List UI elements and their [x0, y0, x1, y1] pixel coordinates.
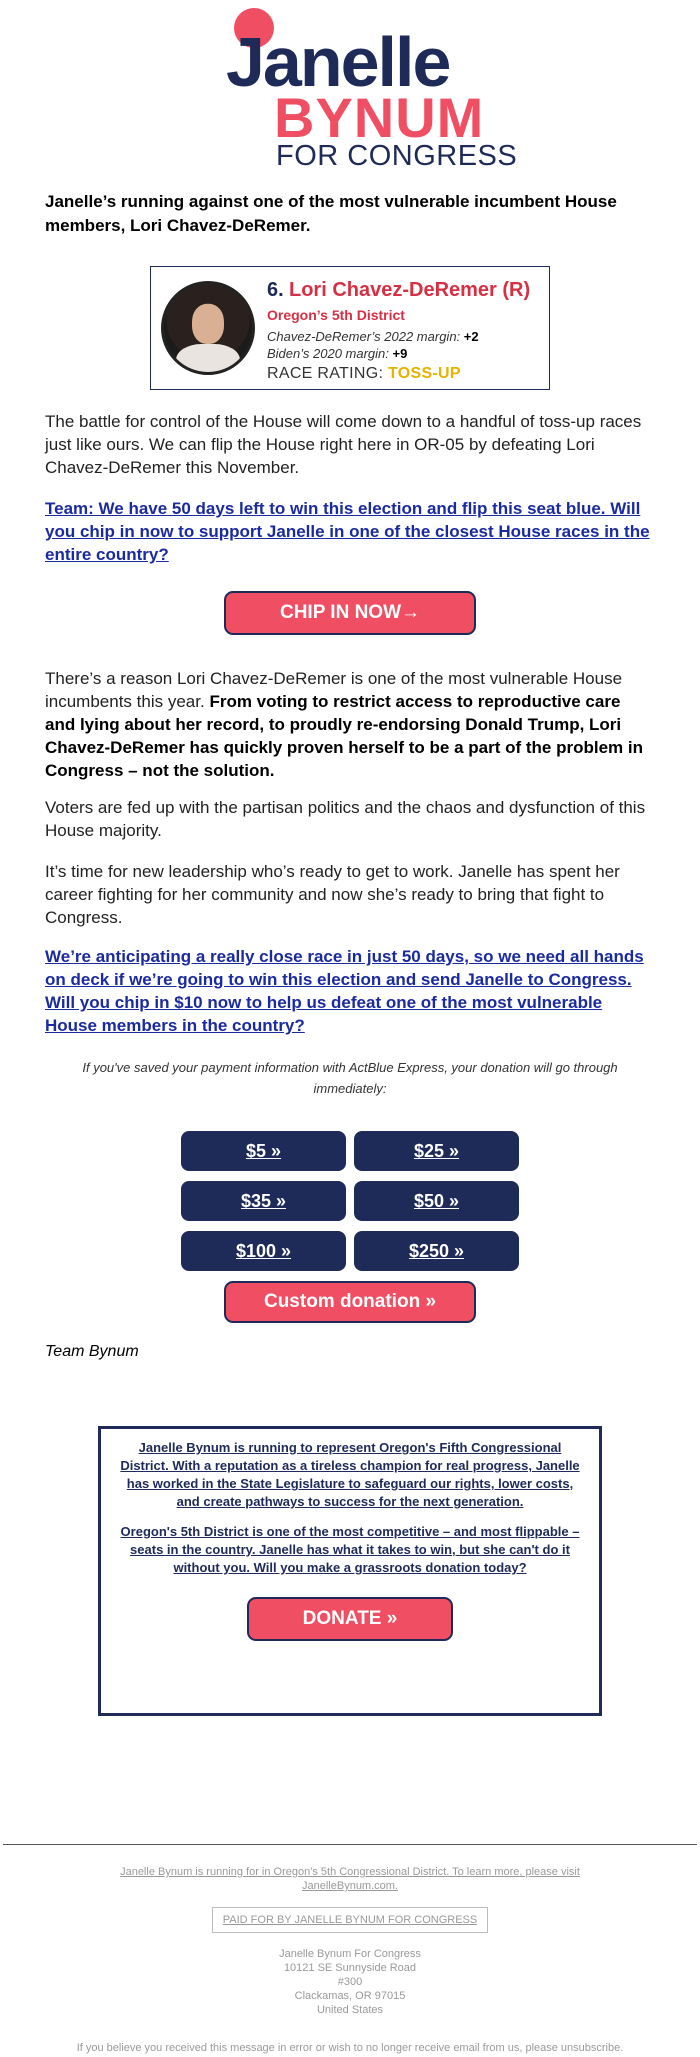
- chip-in-link-1[interactable]: Team: We have 50 days left to win this election and flip this seat blue. Will you chip in now to support Janelle in one of the closest House races in the entire country?: [45, 499, 650, 564]
- race-rank: 6.: [267, 279, 284, 301]
- mailing-address: [0, 1947, 700, 2017]
- footer-info-link[interactable]: Janelle Bynum is running for in Oregon's 5th Congressional District. To learn more, please visit JanelleBynum.com.: [120, 1866, 580, 1892]
- about-candidate-box: [98, 1426, 602, 1716]
- paragraph-battle: The battle for control of the House will come down to a handful of toss-up races just like ours. We can flip the House right here in OR-05 by defeating Lori Chavez-DeRemer this November.: [45, 412, 642, 477]
- paragraph-reason: There’s a reason Lori Chavez-DeRemer is one of the most vulnerable House incumbents this year. From voting to restrict access to reproductive care and lying about her record, to proudly re-endorsing Donald Trump, Lori Chavez-DeRemer has quickly proven herself to be a part of the problem in Congress – not the solution.: [45, 669, 643, 780]
- donate-100-button[interactable]: $100 »: [181, 1231, 346, 1271]
- about-paragraph-1[interactable]: Janelle Bynum is running to represent Oregon's Fifth Congressional District. With a reputation as a tireless champion for real progress, Janelle has worked in the State Legislature to safeguard our rights, lower costs, and create pathways to success for the next generation.: [120, 1440, 580, 1509]
- logo-tagline: FOR CONGRESS: [276, 140, 518, 172]
- custom-donation-button[interactable]: Custom donation »: [224, 1281, 476, 1323]
- paragraph-voters: Voters are fed up with the partisan politics and the chaos and dysfunction of this House majority.: [45, 798, 646, 840]
- race-card: [150, 266, 550, 390]
- signoff: Team Bynum: [45, 1343, 139, 1360]
- unsubscribe-notice[interactable]: If you believe you received this message in error or wish to no longer receive email from us, please unsubscribe.: [76, 2042, 624, 2054]
- intro-heading: Janelle’s running against one of the most vulnerable incumbent House members, Lori Chavez-DeRemer.: [45, 192, 617, 235]
- donate-35-button[interactable]: $35 »: [181, 1181, 346, 1221]
- paragraph-leadership: It’s time for new leadership who’s ready to get to work. Janelle has spent her career fighting for her community and now she’s ready to bring that fight to Congress.: [45, 862, 620, 927]
- address-line: Clackamas, OR 97015: [294, 1990, 406, 2002]
- paid-for-container: [0, 1907, 700, 1933]
- donate-5-button[interactable]: $5 »: [181, 1131, 346, 1171]
- donate-50-button[interactable]: $50 »: [354, 1181, 519, 1221]
- about-paragraph-2[interactable]: Oregon's 5th District is one of the most competitive – and most flippable – seats in the country. Janelle has what it takes to win, but she can't do it without you. Will you make a grassroots donation today?: [120, 1524, 580, 1575]
- address-line: Janelle Bynum For Congress: [279, 1948, 421, 1960]
- opponent-name: Lori Chavez-DeRemer (R): [289, 279, 531, 301]
- candidate-photo: [161, 281, 255, 375]
- footer-divider: [3, 1844, 697, 1845]
- race-district: Oregon’s 5th District: [267, 307, 405, 323]
- footer-info: [100, 1865, 600, 1893]
- donate-button[interactable]: DONATE »: [247, 1597, 453, 1641]
- donate-25-button[interactable]: $25 »: [354, 1131, 519, 1171]
- logo-last-name: BYNUM: [274, 86, 485, 149]
- paid-for-disclaimer: PAID FOR BY JANELLE BYNUM FOR CONGRESS: [212, 1907, 488, 1933]
- address-line: United States: [316, 2004, 384, 2016]
- donation-buttons: [181, 1131, 519, 1271]
- address-line: #300: [337, 1976, 363, 1988]
- logo-first-name: Janelle: [226, 23, 450, 101]
- actblue-express-note: If you've saved your payment information with ActBlue Express, your donation will go through immediately:: [82, 1060, 618, 1096]
- rating-value: TOSS-UP: [387, 365, 461, 382]
- chip-in-link-2[interactable]: We’re anticipating a really close race in just 50 days, so we need all hands on deck if we’re going to win this election and send Janelle to Congress. Will you chip in $10 now to help us defeat one of the most vulnerable House members in the country?: [45, 947, 644, 1035]
- margin-2022: Chavez-DeRemer’s 2022 margin: +2: [267, 329, 479, 344]
- campaign-logo: [0, 0, 700, 176]
- donate-250-button[interactable]: $250 »: [354, 1231, 519, 1271]
- race-rating: RACE RATING: TOSS-UP: [267, 365, 461, 382]
- address-line: 10121 SE Sunnyside Road: [283, 1962, 417, 1974]
- margin-2020: Biden’s 2020 margin: +9: [267, 346, 408, 361]
- chip-in-button[interactable]: CHIP IN NOW→: [224, 591, 476, 635]
